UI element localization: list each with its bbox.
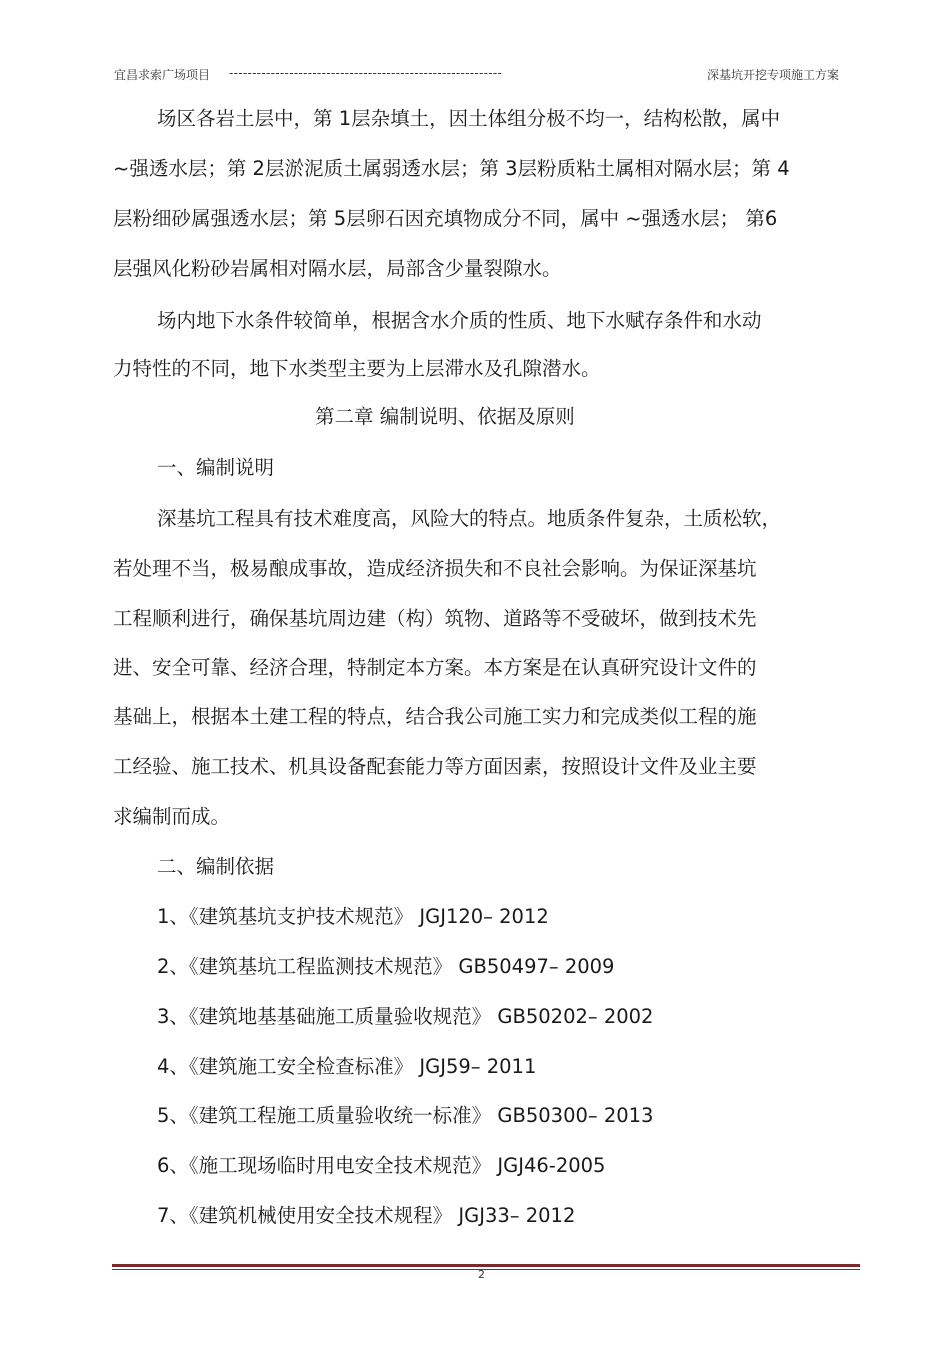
section-heading-1: 一、编制说明 bbox=[157, 456, 275, 479]
reference-item-1: 1、《建筑基坑支护技术规范》 JGJ120– 2012 bbox=[157, 905, 549, 928]
header-separator: ----------------------------------------------------------- bbox=[229, 66, 503, 80]
paragraph-description-line-7: 求编制而成。 bbox=[113, 805, 231, 828]
reference-item-2: 2、《建筑基坑工程监测技术规范》 GB50497– 2009 bbox=[157, 955, 615, 978]
reference-item-3: 3、《建筑地基基础施工质量验收规范》 GB50202– 2002 bbox=[157, 1005, 654, 1028]
reference-item-4: 4、《建筑施工安全检查标准》 JGJ59– 2011 bbox=[157, 1055, 537, 1078]
chapter-heading: 第二章 编制说明、依据及原则 bbox=[315, 405, 575, 428]
section-heading-2: 二、编制依据 bbox=[157, 855, 275, 878]
paragraph-groundwater-line-2: 力特性的不同，地下水类型主要为上层滞水及孔隙潜水。 bbox=[113, 357, 601, 380]
paragraph-description-line-2: 若处理不当，极易酿成事故，造成经济损失和不良社会影响。为保证深基坑 bbox=[113, 557, 757, 580]
paragraph-groundwater-line-1: 场内地下水条件较简单，根据含水介质的性质、地下水赋存条件和水动 bbox=[157, 309, 762, 332]
paragraph-strata-line-4: 层强风化粉砂岩属相对隔水层，局部含少量裂隙水。 bbox=[113, 257, 562, 280]
page-number: 2 bbox=[478, 1268, 485, 1281]
reference-item-6: 6、《施工现场临时用电安全技术规范》 JGJ46-2005 bbox=[157, 1154, 606, 1177]
paragraph-description-line-3: 工程顺利进行，确保基坑周边建（构）筑物、道路等不受破坏，做到技术先 bbox=[113, 607, 757, 630]
page-header bbox=[114, 66, 839, 86]
header-document-title: 深基坑开挖专项施工方案 bbox=[706, 68, 839, 82]
reference-item-7: 7、《建筑机械使用安全技术规程》 JGJ33– 2012 bbox=[157, 1204, 576, 1227]
paragraph-strata-line-1: 场区各岩土层中，第 1层杂填土，因土体组分极不均一，结构松散，属中 bbox=[157, 107, 781, 130]
paragraph-description-line-1: 深基坑工程具有技术难度高，风险大的特点。地质条件复杂，土质松软， bbox=[157, 507, 782, 530]
paragraph-description-line-5: 基础上，根据本土建工程的特点，结合我公司施工实力和完成类似工程的施 bbox=[113, 705, 757, 728]
paragraph-strata-line-2: ~强透水层；第 2层淤泥质土属弱透水层；第 3层粉质粘土属相对隔水层；第 4 bbox=[113, 157, 790, 180]
paragraph-strata-line-3: 层粉细砂属强透水层；第 5层卵石因充填物成分不同，属中 ~强透水层； 第6 bbox=[113, 207, 778, 230]
header-project-name: 宜昌求索广场项目 bbox=[114, 68, 211, 82]
paragraph-description-line-4: 进、安全可靠、经济合理，特制定本方案。本方案是在认真研究设计文件的 bbox=[113, 656, 757, 679]
footer-rule-thick bbox=[112, 1264, 860, 1267]
footer-rule-thin bbox=[112, 1269, 860, 1270]
paragraph-description-line-6: 工经验、施工技术、机具设备配套能力等方面因素，按照设计文件及业主要 bbox=[113, 755, 757, 778]
reference-item-5: 5、《建筑工程施工质量验收统一标准》 GB50300– 2013 bbox=[157, 1104, 654, 1127]
